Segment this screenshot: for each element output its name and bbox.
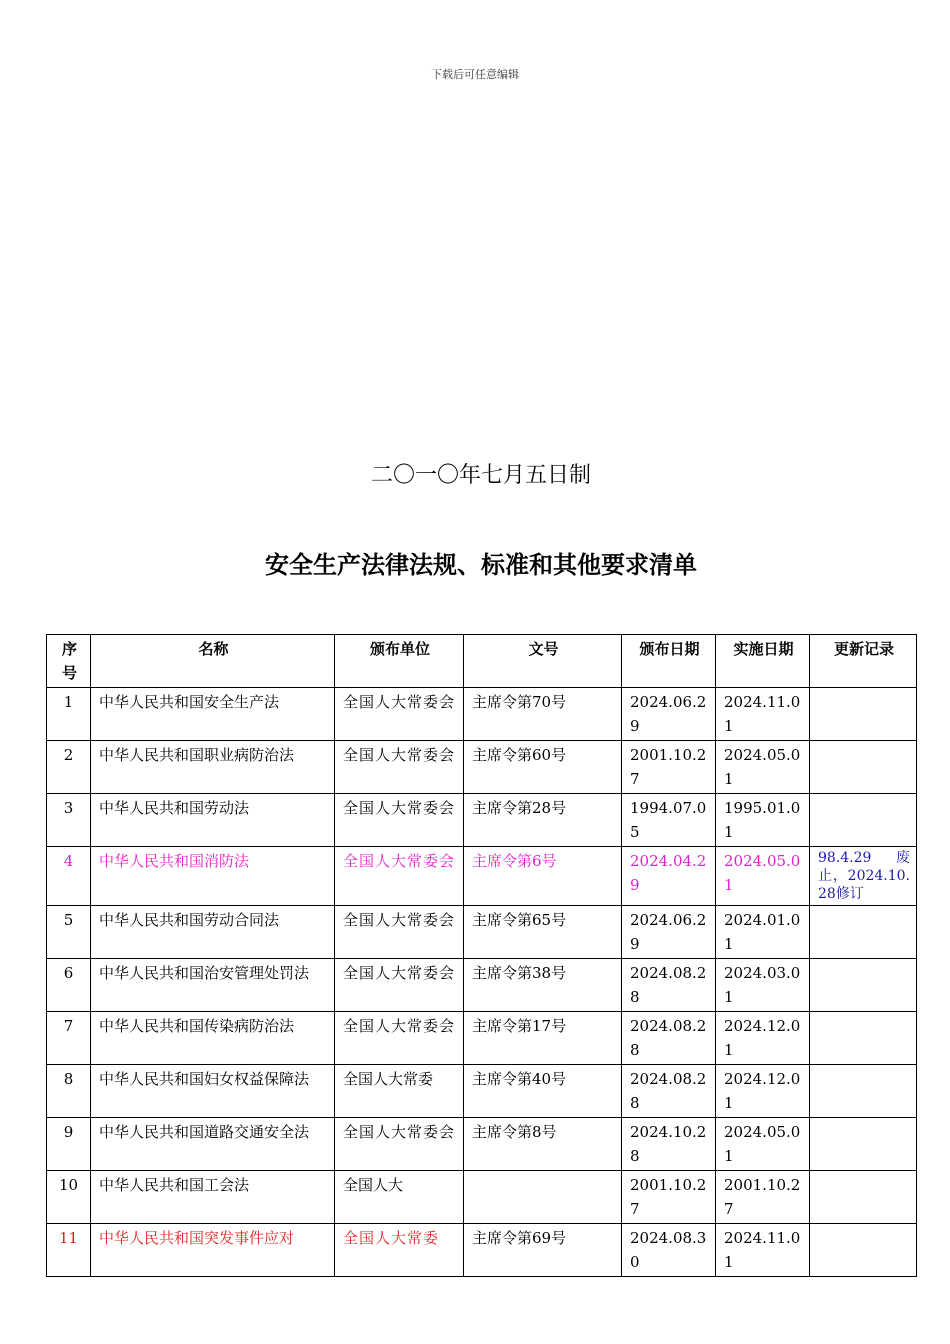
- row-effective: 2024.05.01: [716, 1118, 810, 1171]
- row-effective: 2024.03.01: [716, 959, 810, 1012]
- row-record: [810, 1065, 917, 1118]
- row-publisher: 全国人大常委会: [335, 1118, 464, 1171]
- row-publisher: 全国人大常委会: [335, 1012, 464, 1065]
- row-name: 中华人民共和国职业病防治法: [91, 741, 335, 794]
- row-index: 10: [47, 1171, 91, 1224]
- row-record: [810, 906, 917, 959]
- col-header-doc-no: 文号: [464, 635, 622, 688]
- row-record: [810, 741, 917, 794]
- table-row: [47, 1118, 917, 1171]
- row-name: 中华人民共和国劳动合同法: [91, 906, 335, 959]
- table-row: [47, 794, 917, 847]
- row-name: 中华人民共和国妇女权益保障法: [91, 1065, 335, 1118]
- row-record: [810, 959, 917, 1012]
- row-doc-no: 主席令第17号: [464, 1012, 622, 1065]
- row-doc-no: [464, 1171, 622, 1224]
- row-issued: 2024.08.28: [622, 1012, 716, 1065]
- row-issued: 2024.08.28: [622, 1065, 716, 1118]
- row-issued: 2001.10.27: [622, 1171, 716, 1224]
- row-index: 4: [47, 847, 91, 906]
- row-effective: 2024.12.01: [716, 1012, 810, 1065]
- row-doc-no: 主席令第6号: [464, 847, 622, 906]
- row-issued: 2024.04.29: [622, 847, 716, 906]
- table-row: [47, 906, 917, 959]
- row-record: [810, 1171, 917, 1224]
- row-effective: 1995.01.01: [716, 794, 810, 847]
- row-index: 7: [47, 1012, 91, 1065]
- row-publisher: 全国人大常委会: [335, 688, 464, 741]
- row-effective: 2024.11.01: [716, 1224, 810, 1277]
- table-row: [47, 1171, 917, 1224]
- row-index: 5: [47, 906, 91, 959]
- row-effective: 2024.01.01: [716, 906, 810, 959]
- row-index: 9: [47, 1118, 91, 1171]
- row-record: [810, 1012, 917, 1065]
- row-doc-no: 主席令第40号: [464, 1065, 622, 1118]
- row-index: 8: [47, 1065, 91, 1118]
- row-name: 中华人民共和国治安管理处罚法: [91, 959, 335, 1012]
- row-doc-no: 主席令第65号: [464, 906, 622, 959]
- row-name: 中华人民共和国工会法: [91, 1171, 335, 1224]
- row-record: [810, 794, 917, 847]
- row-record: [810, 688, 917, 741]
- row-index: 1: [47, 688, 91, 741]
- row-publisher: 全国人大: [335, 1171, 464, 1224]
- row-effective: 2024.12.01: [716, 1065, 810, 1118]
- row-doc-no: 主席令第69号: [464, 1224, 622, 1277]
- table-row: [47, 1012, 917, 1065]
- table-header-row: [47, 635, 917, 688]
- col-header-name: 名称: [91, 635, 335, 688]
- row-issued: 1994.07.05: [622, 794, 716, 847]
- row-doc-no: 主席令第28号: [464, 794, 622, 847]
- table-row: [47, 847, 917, 906]
- date-line: 二〇一〇年七月五日制: [370, 463, 591, 488]
- row-index: 6: [47, 959, 91, 1012]
- row-issued: 2024.08.28: [622, 959, 716, 1012]
- row-name: 中华人民共和国安全生产法: [91, 688, 335, 741]
- row-doc-no: 主席令第38号: [464, 959, 622, 1012]
- table-row: [47, 1065, 917, 1118]
- row-name: 中华人民共和国道路交通安全法: [91, 1118, 335, 1171]
- table-row: [47, 959, 917, 1012]
- row-effective: 2001.10.27: [716, 1171, 810, 1224]
- row-effective: 2024.05.01: [716, 847, 810, 906]
- row-index: 3: [47, 794, 91, 847]
- row-issued: 2024.08.30: [622, 1224, 716, 1277]
- col-header-effective: 实施日期: [716, 635, 810, 688]
- row-publisher: 全国人大常委会: [335, 906, 464, 959]
- row-name: 中华人民共和国突发事件应对: [91, 1224, 335, 1277]
- table-row: [47, 741, 917, 794]
- row-name: 中华人民共和国劳动法: [91, 794, 335, 847]
- row-publisher: 全国人大常委: [335, 1224, 464, 1277]
- row-index: 11: [47, 1224, 91, 1277]
- regulations-table: [46, 634, 917, 1277]
- col-header-record: 更新记录: [810, 635, 917, 688]
- row-publisher: 全国人大常委会: [335, 847, 464, 906]
- row-doc-no: 主席令第60号: [464, 741, 622, 794]
- col-header-issued: 颁布日期: [622, 635, 716, 688]
- header-note: 下载后可任意编辑: [431, 68, 519, 81]
- row-record: [810, 1224, 917, 1277]
- row-publisher: 全国人大常委会: [335, 794, 464, 847]
- col-header-publisher: 颁布单位: [335, 635, 464, 688]
- row-doc-no: 主席令第70号: [464, 688, 622, 741]
- table-row: [47, 1224, 917, 1277]
- table-row: [47, 688, 917, 741]
- row-issued: 2024.06.29: [622, 688, 716, 741]
- col-header-index: 序号: [47, 635, 91, 688]
- row-effective: 2024.11.01: [716, 688, 810, 741]
- row-issued: 2024.10.28: [622, 1118, 716, 1171]
- document-title: 安全生产法律法规、标准和其他要求清单: [265, 551, 697, 579]
- row-name: 中华人民共和国消防法: [91, 847, 335, 906]
- row-issued: 2024.06.29: [622, 906, 716, 959]
- row-doc-no: 主席令第8号: [464, 1118, 622, 1171]
- row-record: [810, 1118, 917, 1171]
- row-issued: 2001.10.27: [622, 741, 716, 794]
- row-publisher: 全国人大常委: [335, 1065, 464, 1118]
- row-record: 98.4.29 废止，2024.10.28修订: [810, 847, 917, 906]
- row-index: 2: [47, 741, 91, 794]
- row-publisher: 全国人大常委会: [335, 959, 464, 1012]
- row-name: 中华人民共和国传染病防治法: [91, 1012, 335, 1065]
- row-effective: 2024.05.01: [716, 741, 810, 794]
- row-publisher: 全国人大常委会: [335, 741, 464, 794]
